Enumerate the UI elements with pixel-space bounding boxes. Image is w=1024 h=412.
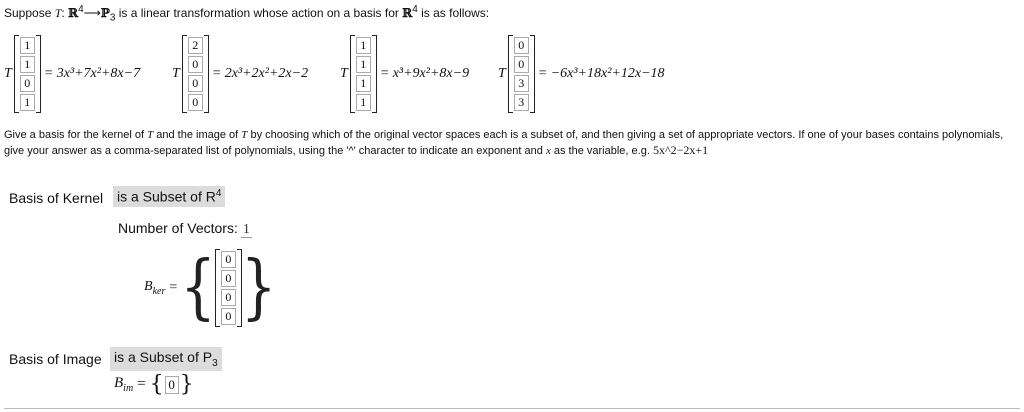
problem-statement: Suppose T: ℝ$^4$⟶ℙ$_3$ is a linear transformation whose action on a basis for ℝ$^4$ is as follows: (4, 4, 490, 24)
number-of-vectors: Number of Vectors: 1 (118, 220, 250, 237)
number-of-vectors-input[interactable]: 1 (242, 222, 250, 237)
left-brace-icon: { (180, 246, 216, 328)
image-label: Basis of Image (9, 351, 102, 367)
kernel-vector-entry[interactable]: 0 (221, 289, 236, 306)
basis-vector: 1 1 1 1 (350, 35, 377, 113)
image-basis-label: $B_{im}$ (114, 375, 134, 394)
transform-result: x³+9x²+8x−9 (392, 66, 470, 81)
image-basis-input[interactable]: 0 (165, 376, 179, 394)
domain-space: ℝ (68, 6, 79, 20)
kernel-basis-label: $B_{ker}$ (144, 279, 166, 297)
kernel-basis: $B_{ker}$ = { 0 0 0 0 } (144, 246, 277, 328)
transform-equation: T 1 1 1 1 = x³+9x²+8x−9 (340, 36, 469, 112)
basis-vector: 1 1 0 1 (14, 35, 41, 113)
kernel-vector (215, 249, 242, 327)
transform-result: 3x³+7x²+8x−7 (56, 66, 141, 81)
image-basis: $B_{im}$ = { 0 } (114, 372, 194, 397)
transform-equation: T 1 1 0 1 = 3x³+7x²+8x−7 (4, 36, 140, 112)
transform-equation: T 2 0 0 0 = 2x³+2x²+2x−2 (172, 36, 308, 112)
instructions: Give a basis for the kernel of T and the image of T by choosing which of the original vector spaces each is a subset of, and then giving a set of appropriate vectors. If one of your bases contains polynomials, give your answer as a comma-separated list of polynomials, using the '^' character to indicate an exponent and x as the variable, e.g. 5x^2−2x+1 (4, 129, 1004, 157)
kernel-space-dropdown[interactable]: is a Subset of $R^4$ (113, 186, 225, 207)
right-brace-icon: } (179, 372, 194, 397)
codomain-space: ℙ (100, 6, 110, 20)
basis-vector: 0 0 3 3 (508, 35, 535, 113)
kernel-label: Basis of Kernel (9, 190, 104, 206)
kernel-vector-entry[interactable]: 0 (221, 251, 236, 268)
transform-result: −6x³+18x²+12x−18 (550, 66, 665, 81)
kernel-vector-entry[interactable]: 0 (221, 270, 236, 287)
right-brace-icon: } (240, 246, 277, 328)
T-symbol: T (54, 6, 62, 20)
example-polynomial: 5x^2−2x+1 (652, 143, 709, 157)
divider (4, 408, 1020, 409)
basis-vector: 2 0 0 0 (182, 35, 209, 113)
image-space-dropdown[interactable]: is a Subset of $P_3$ (110, 347, 222, 371)
transform-result: 2x³+2x²+2x−2 (224, 66, 309, 81)
kernel-vector-entry[interactable]: 0 (221, 308, 236, 325)
left-brace-icon: { (149, 372, 164, 397)
transform-equation: T 0 0 3 3 = −6x³+18x²+12x−18 (498, 36, 665, 112)
arrow-icon: ⟶ (83, 6, 101, 20)
